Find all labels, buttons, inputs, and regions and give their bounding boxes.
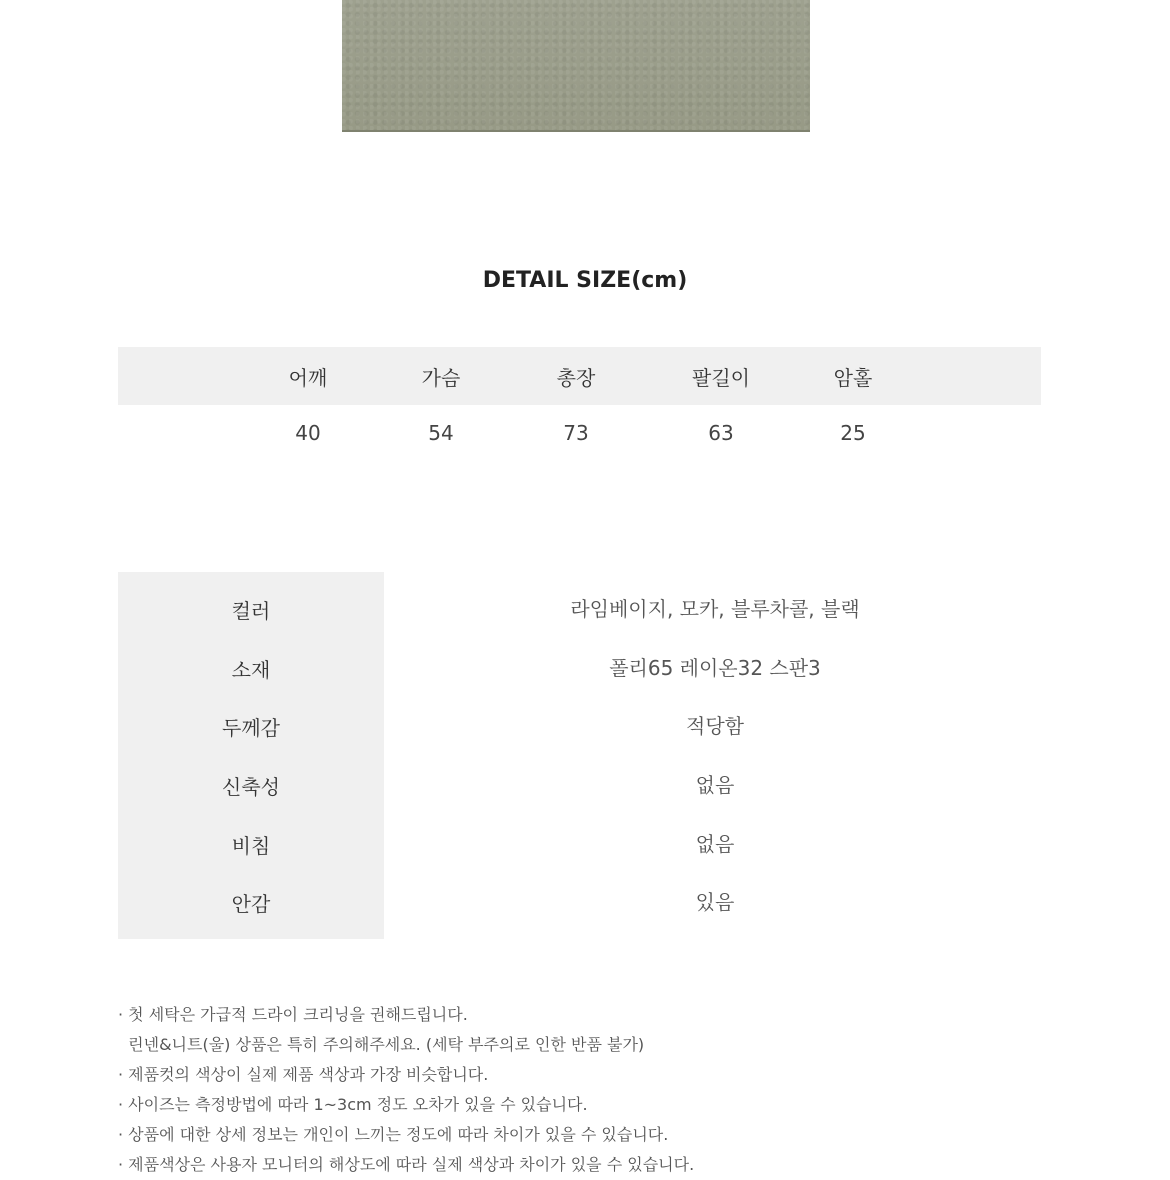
- spec-label-color: 컬러: [231, 599, 271, 623]
- image-edge: [342, 130, 810, 132]
- note-line: · 제품색상은 사용자 모니터의 해상도에 따라 실제 색상과 차이가 있을 수 있습니다.: [118, 1155, 695, 1174]
- size-value-sleeve: 63: [708, 421, 734, 445]
- size-value-armhole: 25: [840, 421, 866, 445]
- spec-value-sheerness: 없음: [695, 832, 735, 856]
- size-value-chest: 54: [428, 421, 454, 445]
- spec-table-label-column: [118, 572, 384, 939]
- size-col-armhole: 암홀: [833, 366, 873, 390]
- spec-label-material: 소재: [231, 658, 271, 682]
- spec-value-material: 폴리65 레이온32 스판3: [609, 656, 821, 680]
- care-notes: [118, 1000, 1078, 1180]
- spec-label-thickness: 두께감: [222, 716, 280, 740]
- spec-value-stretch: 없음: [695, 773, 735, 797]
- note-line: · 제품컷의 색상이 실제 제품 색상과 가장 비슷합니다.: [118, 1065, 489, 1084]
- note-line: · 첫 세탁은 가급적 드라이 크리닝을 권해드립니다.: [118, 1005, 468, 1024]
- size-value-length: 73: [563, 421, 589, 445]
- spec-label-lining: 안감: [231, 892, 271, 916]
- note-line: 린넨&니트(울) 상품은 특히 주의해주세요. (세탁 부주의로 인한 반품 불가): [118, 1035, 645, 1054]
- size-col-chest: 가슴: [421, 366, 461, 390]
- spec-value-color: 라임베이지, 모카, 블루차콜, 블랙: [570, 597, 860, 621]
- size-col-sleeve: 팔길이: [692, 366, 750, 390]
- spec-value-thickness: 적당함: [686, 714, 744, 738]
- spec-value-lining: 있음: [695, 890, 735, 914]
- note-line: · 상품에 대한 상세 정보는 개인이 느끼는 정도에 따라 차이가 있을 수 있습니다.: [118, 1125, 669, 1144]
- note-line: · 사이즈는 측정방법에 따라 1~3cm 정도 오차가 있을 수 있습니다.: [118, 1095, 588, 1114]
- size-col-length: 총장: [556, 366, 596, 390]
- spec-label-sheerness: 비침: [231, 834, 271, 858]
- product-fabric-image: [342, 0, 810, 131]
- size-value-shoulder: 40: [295, 421, 321, 445]
- spec-label-stretch: 신축성: [222, 775, 280, 799]
- size-section-title: DETAIL SIZE(cm): [482, 268, 688, 293]
- size-col-shoulder: 어깨: [288, 366, 328, 390]
